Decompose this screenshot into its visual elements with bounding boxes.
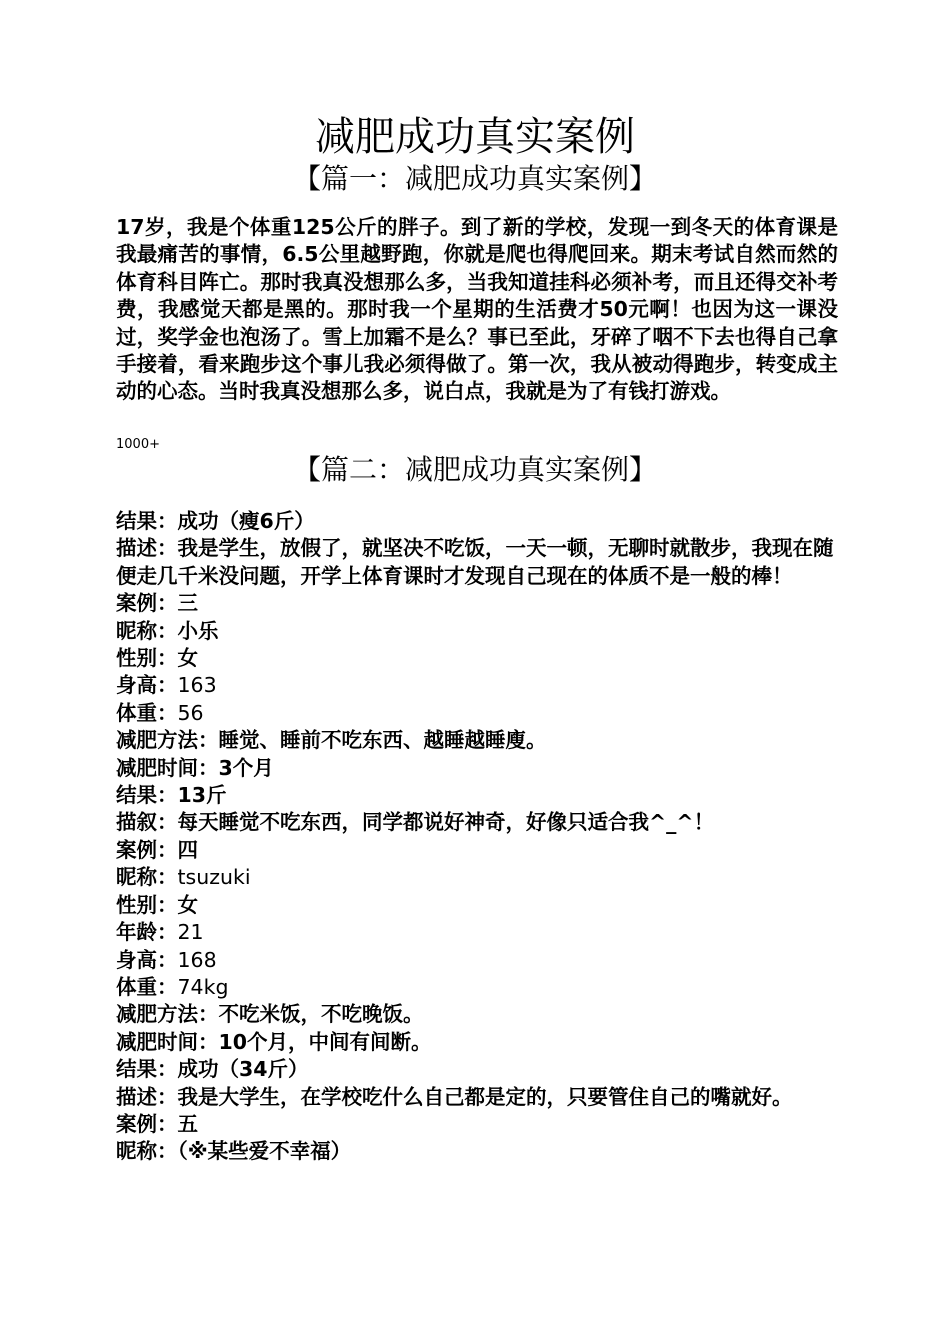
document-title: 减肥成功真实案例 — [315, 114, 635, 160]
section-1-paragraph: 17岁，我是个体重125公斤的胖子。到了新的学校，发现一到冬天的体育课是我最痛苦的事情，6.5公里越野跑，你就是爬也得爬回来。期末考试自然而然的体育科目阵亡。那时我真没想那么多，当我知道挂科必须补考，而且还得交补考费，我感觉天都是黑的。那时我一个星期的生活费才50元啊！也因为这一课没过，奖学金也泡汤了。雪上加霜不是么？事已至此，牙碎了咽不下去也得自己拿手接着，看来跑步这个事儿我必须得做了。第一次，我从被动得跑步，转变成主动的心态。当时我真没想那么多，说白点，我就是为了有钱打游戏。 — [116, 215, 838, 404]
case-line — [116, 672, 838, 699]
section-heading-2: 【篇二：减肥成功真实案例】 — [292, 453, 657, 486]
case-line — [116, 919, 838, 946]
case-line-label: 年龄： — [116, 920, 178, 945]
case-line-value: 3个月 — [218, 755, 274, 780]
case-line-value: 我是学生，放假了，就坚决不吃饭，一天一顿，无聊时就散步，我现在随便走几千米没问题，开学上体育课时才发现自己现在的体质不是一般的棒！ — [116, 536, 834, 588]
case-line-label: 描述： — [116, 1084, 178, 1109]
case-line-label: 性别： — [116, 646, 178, 671]
case-line-value: 10个月，中间有间断。 — [218, 1029, 432, 1054]
case-line-value: 四 — [177, 837, 198, 862]
case-line-value: tsuzuki — [177, 865, 251, 890]
case-line-label: 结果： — [116, 783, 178, 808]
case-line — [116, 700, 838, 727]
case-line-label: 性别： — [116, 892, 178, 917]
case-line-label: 昵称： — [116, 618, 178, 643]
case-line — [116, 782, 838, 809]
case-line — [116, 590, 838, 617]
case-line-label: 身高： — [116, 673, 178, 698]
case-line — [116, 1029, 838, 1056]
case-line-label: 案例： — [116, 837, 178, 862]
case-line-value: 每天睡觉不吃东西，同学都说好神奇，好像只适合我^_^！ — [177, 810, 715, 835]
case-line — [116, 1138, 838, 1165]
case-line — [116, 1084, 838, 1111]
case-line — [116, 1056, 838, 1083]
case-line-value: 168 — [177, 947, 217, 972]
case-line-label: 结果： — [116, 509, 178, 533]
case-line-value: 成功（瘦6斤） — [177, 509, 315, 533]
case-line-label: 案例： — [116, 1111, 178, 1136]
case-line-label: 减肥方法： — [116, 728, 219, 753]
case-line — [116, 755, 838, 782]
case-line-value: 56 — [177, 700, 204, 725]
case-line-value: 成功（34斤） — [177, 1057, 309, 1082]
case-line-value: 睡觉、睡前不吃东西、越睡越睡廋。 — [218, 728, 547, 753]
case-line-value: 小乐 — [177, 618, 219, 643]
case-line — [116, 864, 838, 891]
case-line-value: 我是大学生，在学校吃什么自己都是定的，只要管住自己的嘴就好。 — [177, 1084, 793, 1109]
case-line-label: 减肥方法： — [116, 1002, 219, 1027]
case-line-value: （※某些爱不幸福） — [177, 1139, 352, 1164]
case-line — [116, 837, 838, 864]
case-line-value: 三 — [177, 591, 198, 616]
case-line-value: 不吃米饭，不吃晚饭。 — [218, 1002, 424, 1027]
case-line — [116, 974, 838, 1001]
case-line-label: 昵称： — [116, 1139, 178, 1164]
case-line — [116, 508, 838, 535]
case-list — [116, 508, 838, 1166]
case-line — [116, 1111, 838, 1138]
case-line-label: 昵称： — [116, 865, 178, 890]
case-line-label: 体重： — [116, 700, 178, 725]
case-line-label: 描述： — [116, 536, 178, 561]
case-line — [116, 727, 838, 754]
case-line-label: 减肥时间： — [116, 755, 219, 780]
case-line-value: 13斤 — [177, 783, 227, 808]
case-line — [116, 535, 838, 590]
case-line-value: 163 — [177, 673, 217, 698]
case-line-value: 女 — [177, 646, 198, 671]
section-heading-1: 【篇一：减肥成功真实案例】 — [292, 162, 657, 195]
case-line-label: 身高： — [116, 947, 178, 972]
case-line-label: 减肥时间： — [116, 1029, 219, 1054]
case-line — [116, 1001, 838, 1028]
case-line-value: 女 — [177, 892, 198, 917]
case-line-label: 结果： — [116, 1057, 178, 1082]
case-line — [116, 618, 838, 645]
case-line — [116, 947, 838, 974]
case-line-label: 体重： — [116, 974, 178, 999]
case-line-value: 74kg — [177, 974, 229, 999]
case-line — [116, 809, 838, 836]
case-line-value: 五 — [177, 1111, 198, 1136]
case-line — [116, 645, 838, 672]
case-line-label: 描叙： — [116, 810, 178, 835]
case-line-label: 案例： — [116, 591, 178, 616]
section-1-caption: 1000+ — [116, 437, 160, 452]
case-line-value: 21 — [177, 920, 204, 945]
case-line — [116, 892, 838, 919]
